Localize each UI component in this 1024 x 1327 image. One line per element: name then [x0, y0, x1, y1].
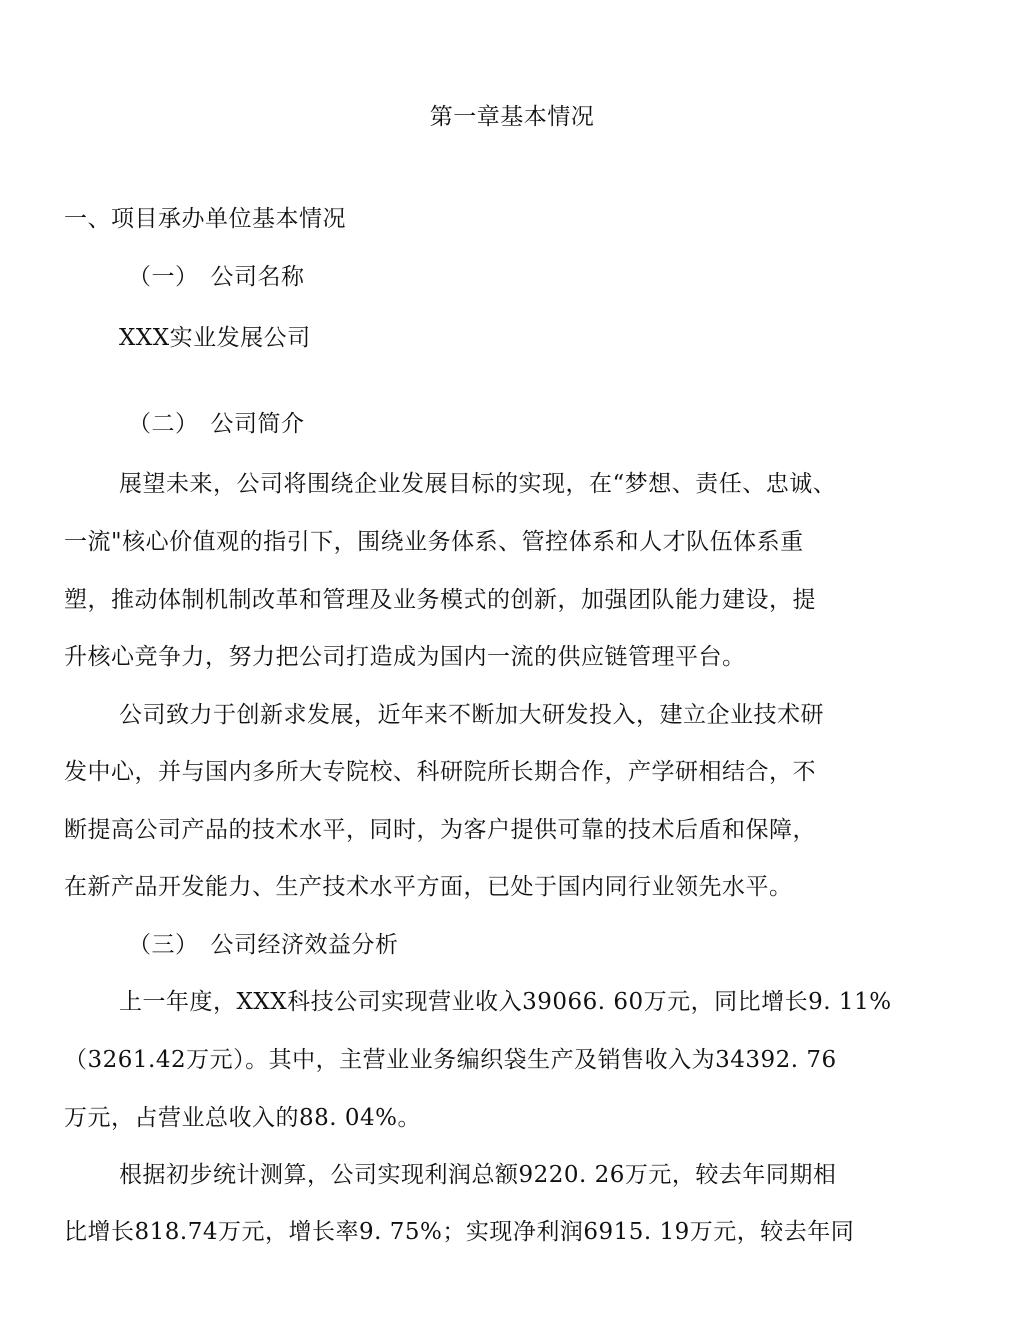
chapter-title: 第一章基本情况 [429, 104, 595, 130]
subsection-heading-economic-analysis: （三） 公司经济效益分析 [128, 932, 399, 958]
paragraph-line: 公司致力于创新求发展，近年来不断加大研发投入，建立企业技术研 [119, 702, 824, 728]
section-heading: 一、项目承办单位基本情况 [64, 206, 346, 232]
paragraph-line: 一流"核心价值观的指引下，围绕业务体系、管控体系和人才队伍体系重 [64, 529, 804, 555]
paragraph-line: 塑，推动体制机制改革和管理及业务模式的创新，加强团队能力建设，提 [64, 587, 816, 613]
paragraph-line: 升核心竞争力，努力把公司打造成为国内一流的供应链管理平台。 [64, 644, 746, 670]
paragraph-line: 发中心，并与国内多所大专院校、科研院所长期合作，产学研相结合，不 [64, 759, 816, 785]
paragraph-line: 上一年度，XXX科技公司实现营业收入39066. 60万元，同比增长9. 11% [119, 989, 892, 1015]
paragraph-line: 万元，占营业总收入的88. 04%。 [64, 1105, 422, 1131]
paragraph-line: 在新产品开发能力、生产技术水平方面，已处于国内同行业领先水平。 [64, 874, 793, 900]
company-name: XXX实业发展公司 [119, 325, 311, 351]
paragraph-line: 断提高公司产品的技术水平，同时，为客户提供可靠的技术后盾和保障， [64, 817, 816, 843]
subsection-heading-company-profile: （二） 公司简介 [128, 411, 305, 437]
paragraph-line: 展望未来，公司将围绕企业发展目标的实现，在“梦想、责任、忠诚、 [119, 471, 837, 497]
paragraph-line: （3261.42万元）。其中，主营业业务编织袋生产及销售收入为34392. 76 [64, 1047, 837, 1073]
subsection-heading-company-name: （一） 公司名称 [128, 264, 305, 290]
paragraph-line: 根据初步统计测算，公司实现利润总额9220. 26万元，较去年同期相 [119, 1162, 837, 1188]
paragraph-line: 比增长818.74万元，增长率9. 75%；实现净利润6915. 19万元，较去年同 [64, 1219, 855, 1245]
